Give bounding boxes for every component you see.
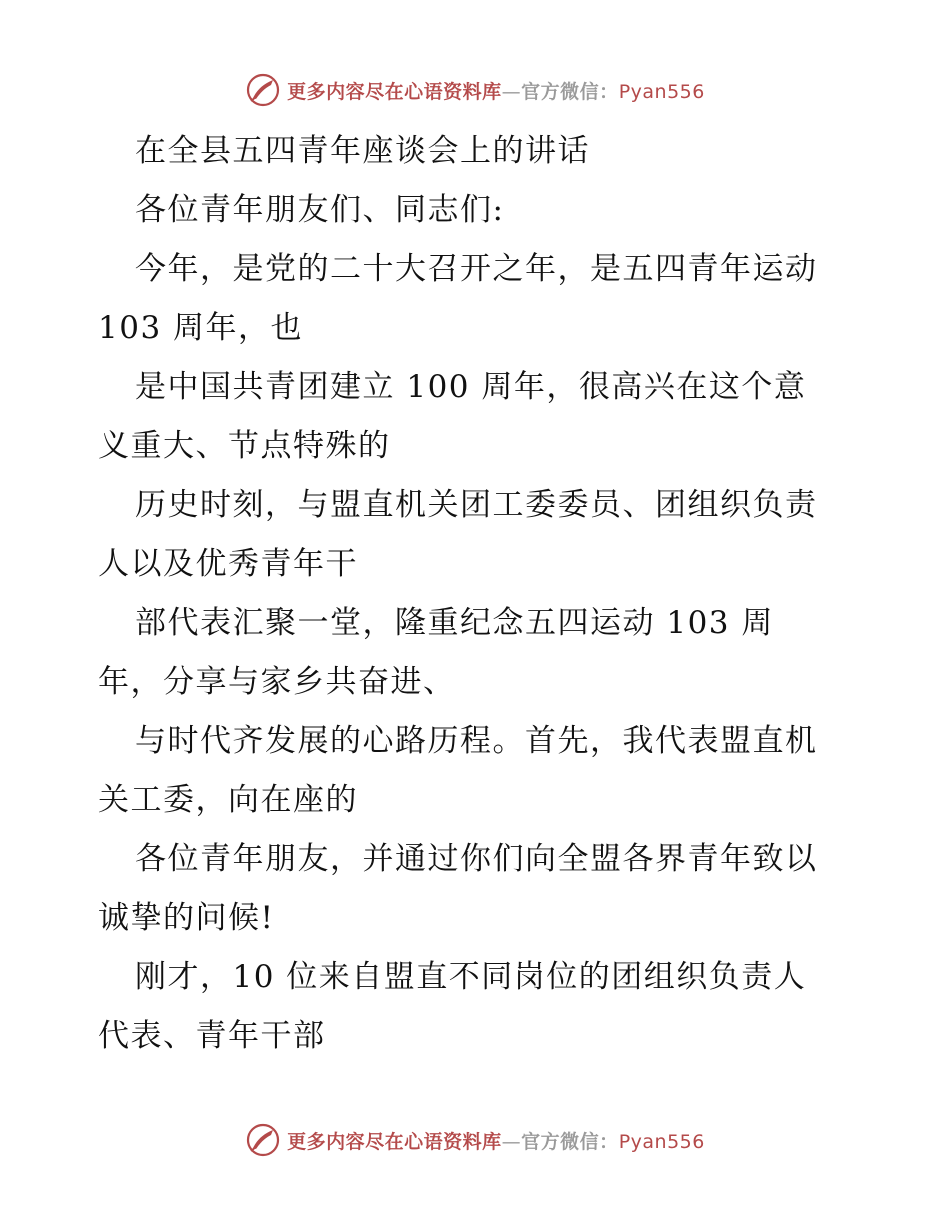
document-body	[98, 122, 858, 1066]
banner-prefix: 更多内容尽在心语资料库	[287, 80, 502, 103]
page-footer	[0, 1120, 950, 1160]
header-banner-text	[287, 77, 705, 104]
banner-separator: —	[501, 1130, 522, 1153]
paragraph-line: 各位青年朋友，并通过你们向全盟各界青年致以	[135, 841, 818, 877]
paragraph-line: 代表、青年干部	[98, 1018, 326, 1054]
header-banner	[245, 72, 705, 108]
banner-suffix: 官方微信：	[521, 1130, 619, 1153]
paragraph-line: 关工委，向在座的	[98, 782, 358, 818]
paragraph-line: 在全县五四青年座谈会上的讲话	[135, 133, 590, 169]
paragraph-line: 与时代齐发展的心路历程。首先，我代表盟直机	[135, 723, 818, 759]
pen-logo-icon	[245, 1122, 281, 1158]
pen-logo-icon	[245, 72, 281, 108]
page-header	[0, 70, 950, 110]
banner-separator: —	[501, 80, 522, 103]
footer-banner	[245, 1122, 705, 1158]
paragraph-line: 103 周年，也	[98, 310, 304, 346]
paragraph-line: 义重大、节点特殊的	[98, 428, 391, 464]
paragraph-line: 部代表汇聚一堂，隆重纪念五四运动 103 周	[135, 605, 774, 641]
paragraph-line: 各位青年朋友们、同志们:	[135, 192, 505, 228]
paragraph-line: 刚才，10 位来自盟直不同岗位的团组织负责人	[135, 959, 807, 995]
paragraph-line: 是中国共青团建立 100 周年，很高兴在这个意	[135, 369, 807, 405]
paragraph-line: 人以及优秀青年干	[98, 546, 358, 582]
banner-wechat-id: Pyan556	[618, 1130, 705, 1153]
paragraph-line: 诚挚的问候!	[98, 900, 275, 936]
footer-banner-text	[287, 1127, 705, 1154]
banner-prefix: 更多内容尽在心语资料库	[287, 1130, 502, 1153]
paragraph-line: 今年，是党的二十大召开之年，是五四青年运动	[135, 251, 818, 287]
paragraph-line: 历史时刻，与盟直机关团工委委员、团组织负责	[135, 487, 818, 523]
banner-suffix: 官方微信：	[521, 80, 619, 103]
paragraph-line: 年，分享与家乡共奋进、	[98, 664, 456, 700]
banner-wechat-id: Pyan556	[618, 80, 705, 103]
